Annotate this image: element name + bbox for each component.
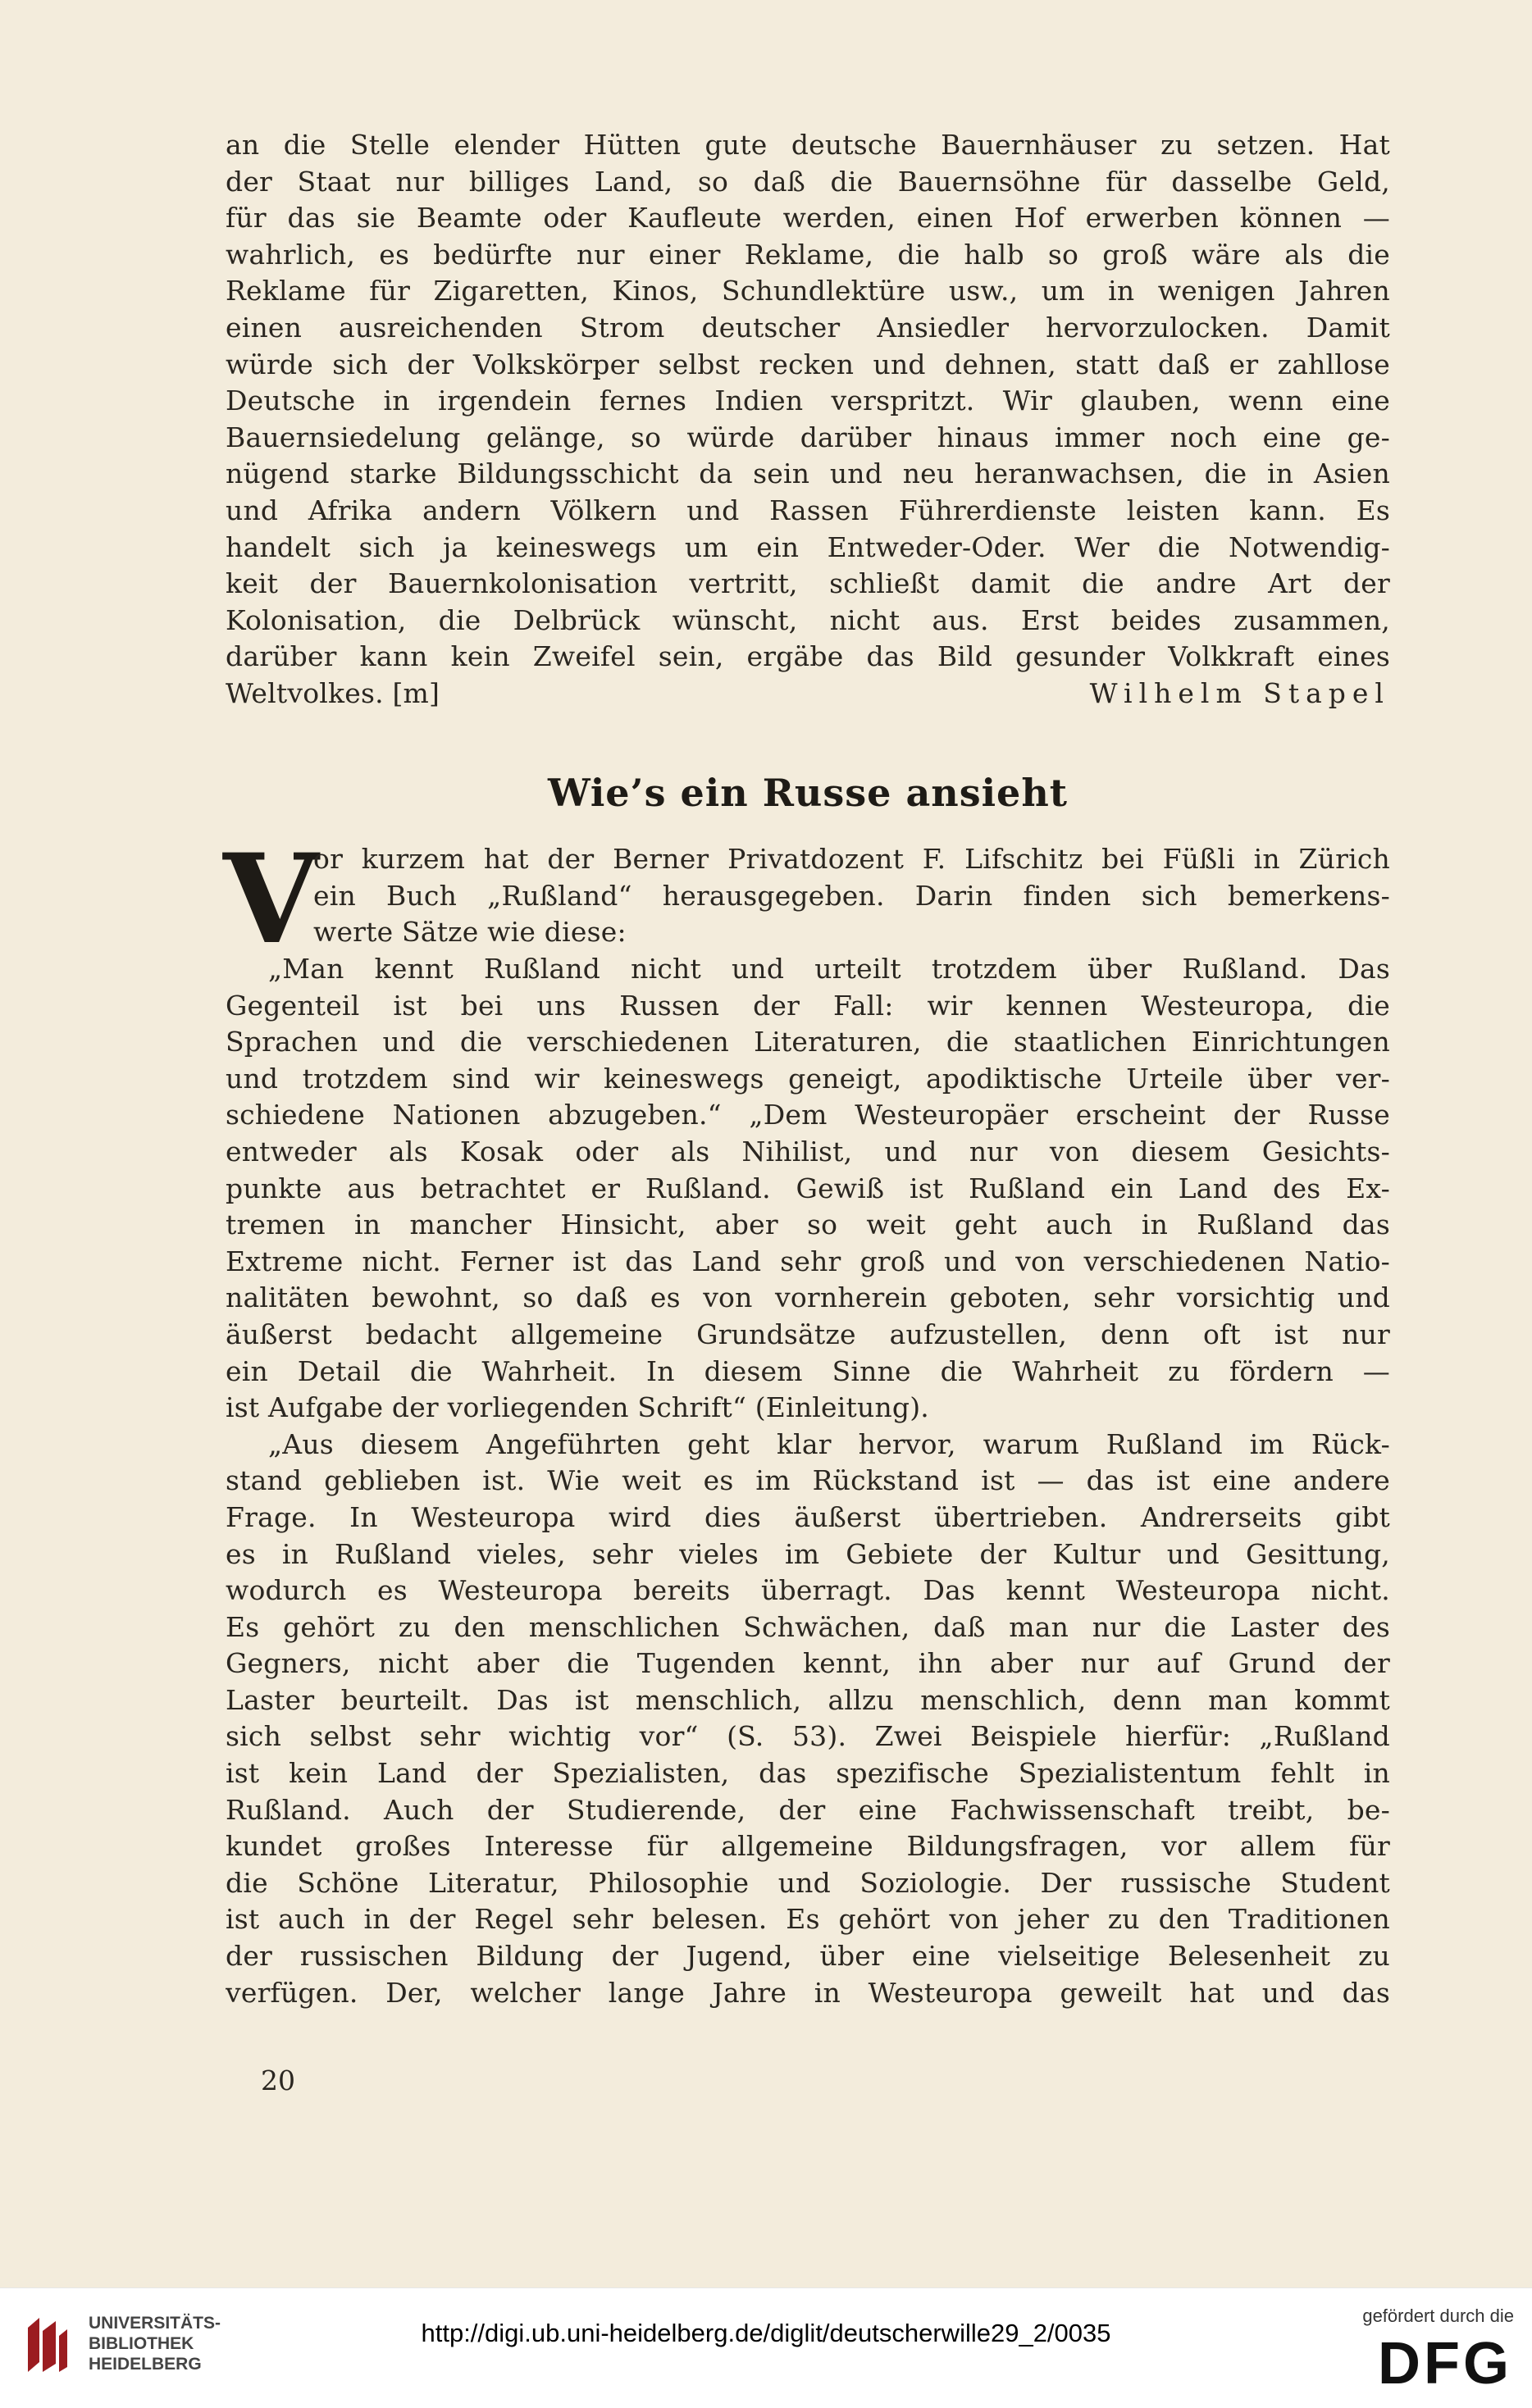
text-line: der russischen Bildung der Jugend, über eine vielseitige Belesenheit zu: [226, 1940, 1390, 1973]
text-line: Kolonisation, die Delbrück wünscht, nicht aus. Erst beides zusammen,: [226, 603, 1390, 636]
author-signature: Wilhelm Stapel: [1089, 676, 1390, 709]
text-line: Bauernsiedelung gelänge, so würde darüber hinaus immer noch eine ge-: [226, 421, 1390, 453]
text-line: einen ausreichenden Strom deutscher Ansiedler hervorzulocken. Damit: [226, 311, 1390, 344]
text-line: und trotzdem sind wir keineswegs geneigt, apodiktische Urteile über ver-: [226, 1062, 1390, 1095]
text-line: ist auch in der Regel sehr belesen. Es gehört von jeher zu den Traditionen: [226, 1903, 1390, 1936]
text-line: äußerst bedacht allgemeine Grundsätze aufzustellen, denn oft ist nur: [226, 1318, 1390, 1350]
article-continuation: [226, 127, 1390, 712]
text-line: Deutsche in irgendein fernes Indien verspritzt. Wir glauben, wenn eine: [226, 385, 1390, 417]
text-line: Sprachen und die verschiedenen Literaturen, die staatlichen Einrichtungen: [226, 1026, 1390, 1058]
text-line: tremen in mancher Hinsicht, aber so weit geht auch in Rußland das: [226, 1209, 1390, 1241]
text-line: ist Aufgabe der vorliegenden Schrift“ (Einleitung).: [226, 1391, 930, 1424]
text-line: für das sie Beamte oder Kaufleute werden, einen Hof erwerben können —: [226, 202, 1390, 234]
funder-label: gefördert durch die: [1362, 2306, 1514, 2326]
text-line: wodurch es Westeuropa bereits überragt. Das kennt Westeuropa nicht.: [226, 1574, 1390, 1607]
page-number: 20: [261, 2064, 295, 2096]
library-name-line: BIBLIOTHEK: [89, 2334, 194, 2353]
text-line: darüber kann kein Zweifel sein, ergäbe das Bild gesunder Volkkraft eines: [226, 640, 1390, 673]
text-line: stand geblieben ist. Wie weit es im Rückstand ist — das ist eine andere: [226, 1464, 1390, 1497]
text-line: Extreme nicht. Ferner ist das Land sehr groß und von verschiedenen Natio-: [226, 1245, 1390, 1277]
text-line: nügend starke Bildungsschicht da sein und neu heranwachsen, die in Asien: [226, 457, 1390, 490]
text-line: wahrlich, es bedürfte nur einer Reklame, die halb so groß wäre als die: [226, 238, 1390, 271]
text-line: Laster beurteilt. Das ist menschlich, allzu menschlich, denn man kommt: [226, 1683, 1390, 1716]
source-url-link[interactable]: http://digi.ub.uni-heidelberg.de/diglit/deutscherwille29_2/0035: [421, 2319, 1111, 2347]
text-line: keit der Bauernkolonisation vertritt, schließt damit die andre Art der: [226, 567, 1390, 600]
dfg-logo: DFG: [1378, 2331, 1512, 2397]
text-line: entweder als Kosak oder als Nihilist, und nur von diesem Gesichts-: [226, 1135, 1390, 1168]
library-name-line: UNIVERSITÄTS-: [89, 2314, 221, 2333]
text-line: Gegners, nicht aber die Tugenden kennt, ihn aber nur auf Grund der: [226, 1647, 1390, 1680]
text-line: sich selbst sehr wichtig vor“ (S. 53). Zwei Beispiele hierfür: „Rußland: [226, 1720, 1390, 1753]
text-line: Rußland. Auch der Studierende, der eine Fachwissenschaft treibt, be-: [226, 1793, 1390, 1826]
text-line: or kurzem hat der Berner Privatdozent F. Lifschitz bei Füßli in Zürich: [313, 843, 1390, 875]
text-line: Gegenteil ist bei uns Russen der Fall: wir kennen Westeuropa, die: [226, 989, 1390, 1022]
text-line: „Aus diesem Angeführten geht klar hervor, warum Rußland im Rück-: [268, 1427, 1390, 1460]
text-line: werte Sätze wie diese:: [313, 916, 627, 949]
text-line: kundet großes Interesse für allgemeine Bildungsfragen, vor allem für: [226, 1830, 1390, 1863]
article-body: [226, 951, 1390, 2011]
text-line: es in Rußland vieles, sehr vieles im Gebiete der Kultur und Gesittung,: [226, 1537, 1390, 1570]
text-line: punkte aus betrachtet er Rußland. Gewiß ist Rußland ein Land des Ex-: [226, 1172, 1390, 1204]
text-line: Es gehört zu den menschlichen Schwächen, daß man nur die Laster des: [226, 1610, 1390, 1643]
text-line: der Staat nur billiges Land, so daß die Bauernsöhne für dasselbe Geld,: [226, 165, 1390, 198]
text-line: und Afrika andern Völkern und Rassen Führerdienste leisten kann. Es: [226, 494, 1390, 526]
drop-cap: V: [223, 827, 319, 972]
text-line: die Schöne Literatur, Philosophie und Soziologie. Der russische Student: [226, 1866, 1390, 1899]
text-line: an die Stelle elender Hütten gute deutsche Bauernhäuser zu setzen. Hat: [226, 129, 1390, 161]
text-line: schiedene Nationen abzugeben.“ „Dem Westeuropäer erscheint der Russe: [226, 1099, 1390, 1131]
text-line: ein Detail die Wahrheit. In diesem Sinne die Wahrheit zu fördern —: [226, 1354, 1390, 1387]
text-line: würde sich der Volkskörper selbst recken und dehnen, statt daß er zahllose: [226, 348, 1390, 380]
text-line: handelt sich ja keineswegs um ein Entweder-Oder. Wer die Notwendig-: [226, 530, 1390, 563]
text-line: ist kein Land der Spezialisten, das spezifische Spezialistentum fehlt in: [226, 1757, 1390, 1790]
library-name-line: HEIDELBERG: [89, 2355, 202, 2374]
article-intro: [313, 841, 1390, 951]
text-line-end: Weltvolkes. [m]: [226, 676, 440, 709]
text-line: ein Buch „Rußland“ herausgegeben. Darin finden sich bemerkens-: [313, 879, 1390, 912]
signature-line: [226, 676, 1390, 712]
text-line: Frage. In Westeuropa wird dies äußerst übertrieben. Andrerseits gibt: [226, 1500, 1390, 1533]
text-line: verfügen. Der, welcher lange Jahre in Westeuropa geweilt hat und das: [226, 1976, 1390, 2009]
text-line: Reklame für Zigaretten, Kinos, Schundlektüre usw., um in wenigen Jahren: [226, 275, 1390, 307]
article-title: Wie’s ein Russe ansieht: [547, 771, 1069, 815]
text-line: „Man kennt Rußland nicht und urteilt trotzdem über Rußland. Das: [268, 953, 1390, 985]
text-line: nalitäten bewohnt, so daß es von vornherein geboten, sehr vorsichtig und: [226, 1281, 1390, 1314]
